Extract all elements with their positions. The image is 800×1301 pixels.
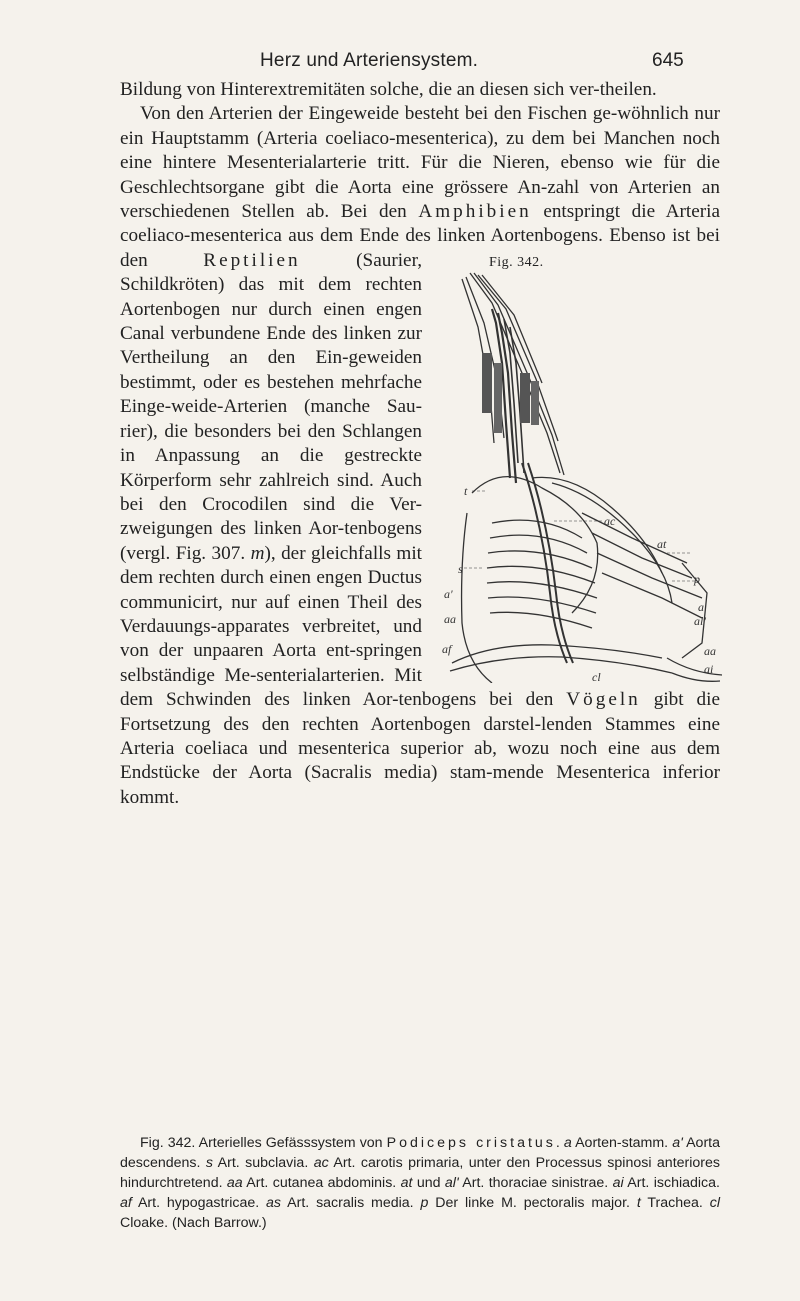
caption-key: ac (313, 1155, 329, 1171)
caption-key: at (400, 1175, 413, 1191)
caption-text: Art. thoraciae sinistrae. (458, 1175, 613, 1191)
running-header (0, 46, 800, 76)
caption-text: Cloake. (Nach Barrow.) (120, 1215, 267, 1231)
label-aa: aa (704, 643, 716, 658)
figure-caption (120, 1133, 720, 1233)
figure-illustration (432, 263, 732, 683)
caption-text: Der linke M. pectoralis major. (428, 1195, 637, 1211)
figure-label: Fig. 342. (489, 254, 544, 270)
caption-key: af (120, 1195, 132, 1211)
label-af: af (442, 641, 452, 656)
caption-text: Aorta descendens. (120, 1135, 721, 1171)
caption-text: Trachea. (640, 1195, 710, 1211)
caption-key: aa (226, 1175, 243, 1191)
running-title: Herz und Arteriensystem. (260, 50, 479, 71)
label-al: al' (694, 613, 706, 628)
caption-text: und (412, 1175, 445, 1191)
caption-text: Aorten-stamm. (571, 1135, 673, 1151)
label-at: at (657, 536, 667, 551)
caption-text: Art. cutanea abdominis. (242, 1175, 401, 1191)
label-p: p (694, 571, 700, 586)
caption-text: Art. subclavia. (213, 1155, 314, 1171)
label-a: a (698, 599, 704, 614)
paragraph-2-part-a: Von den Arterien der Eingeweide besteht bei den Fischen ge-wöhnlich nur ein Hauptstamm (Arteria coeliaco-mesenterica), zu dem bei Manchen noch eine hintere Mesenterialarterie tritt. Für die Nieren, ebenso wie für die Geschlechtsorgane gibt die Aorta eine grössere An-zahl von Arterien an verschiedenen Stellen ab. Bei den (120, 103, 720, 223)
caption-text: Fig. 342. Arterielles Gefässsystem von (140, 1135, 387, 1151)
paragraph-1: Bildung von Hinterextremitäten solche, die an diesen sich ver-theilen. (120, 79, 657, 100)
paragraph-2 (120, 102, 720, 810)
caption-key: ai (612, 1175, 624, 1191)
label-t: t (464, 483, 468, 498)
term-voegeln: Vögeln (566, 689, 641, 711)
caption-text: Art. sacralis media. (281, 1195, 421, 1211)
caption-text: Art. hypogastricae. (131, 1195, 267, 1211)
page-number: 645 (652, 50, 684, 71)
caption-key: a (563, 1135, 572, 1151)
term-amphibien: Amphibien (418, 201, 532, 223)
caption-text: . (555, 1135, 564, 1151)
paragraph-2-part-c: (Saurier, Schildkröten) das mit dem rechten Aortenbogen nur durch einen engen Canal verbundene Ende des linken zur Vertheilung an den Ein-geweiden bestimmt, oder es bestehen mehrfache Einge-weide-Arterien (manche Sau-rier), die besonders bei den Schlangen in Anpassung an die gestreckte Körperform sehr zahlreich sind. Auch bei den Crocodilen sind die Ver-zweigungen des linken Aor-tenbogens (vergl. Fig. 307. (120, 249, 422, 564)
caption-key: t (636, 1195, 641, 1211)
caption-species: Podiceps cristatus (386, 1135, 556, 1151)
caption-key: cl (709, 1195, 720, 1211)
paragraph-2-part-d: ), der gleichfalls mit dem rechten durch einen engen Ductus communicirt, nur auf einen Theil des Verdauungs-apparates verbreitet, und von der unpaaren Aorta ent-springen selbständige Me-senterialarterien. Mit dem Schwinden des linken Aor-tenbogens bei den (120, 542, 567, 711)
paragraph-2-part-b: entspringt die Arteria coeliaco-mesenterica aus dem Ende des linken Aortenbogens. Ebenso ist bei den (120, 201, 720, 271)
label-a-prime-left: a' (444, 586, 453, 601)
figure-342 (432, 249, 732, 687)
paragraph-2-part-e: gibt die Fortsetzung des den rechten Aortenbogen darstel-lenden Stammes eine Arteria coeliaca und mesenterica superior ab, wozu noch eine aus dem Endstücke der Aorta (Sacralis media) stam-mende Mesenterica inferior kommt. (120, 689, 720, 808)
caption-key: p (420, 1195, 429, 1211)
figure-ref-m: m (250, 542, 265, 564)
label-s: s (458, 561, 463, 576)
term-reptilien: Reptilien (203, 249, 301, 271)
caption-text: Art. carotis primaria, unter den Processus spinosi anteriores hindurchtretend. (120, 1155, 720, 1191)
caption-key: s (205, 1155, 213, 1171)
caption-key: a' (672, 1135, 683, 1151)
body-text (120, 78, 720, 810)
label-cl: cl (592, 669, 601, 683)
caption-key: as (266, 1195, 282, 1211)
caption-key: al' (444, 1175, 459, 1191)
label-ai: ai (704, 661, 714, 676)
caption-text: Art. ischiadica. (623, 1175, 720, 1191)
label-ac: ac (604, 513, 616, 528)
label-aa-left: aa (444, 611, 456, 626)
